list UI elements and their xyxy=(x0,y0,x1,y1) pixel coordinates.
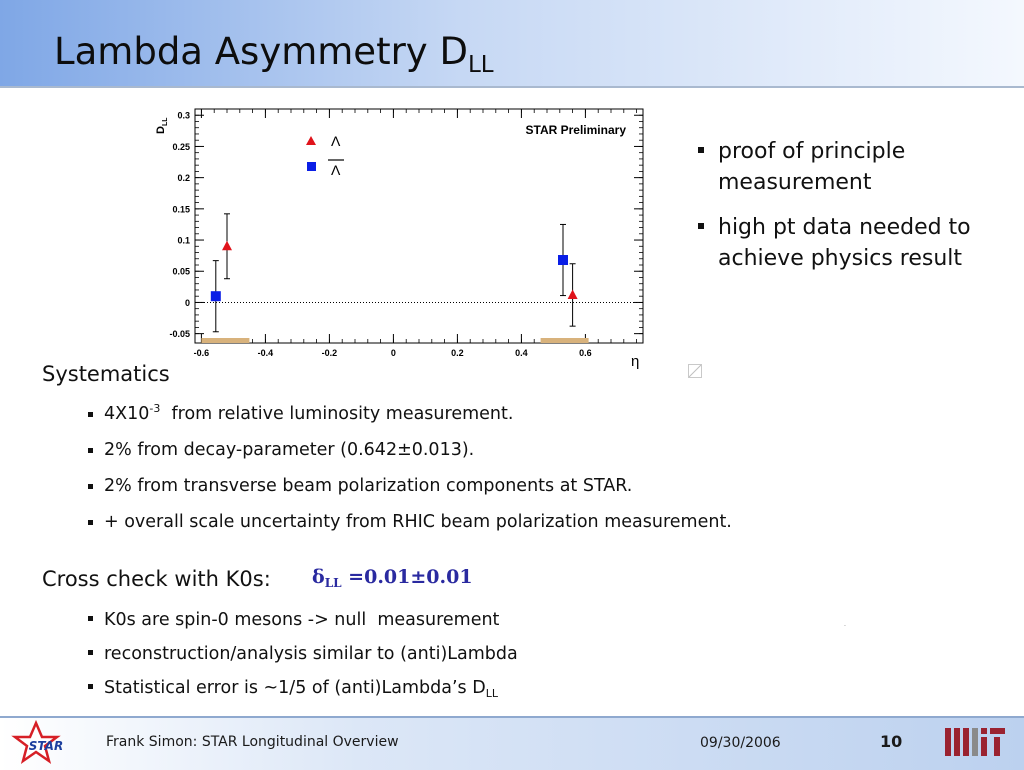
cross-check-item: Statistical error is ~1/5 of (anti)Lambda’s $D_{LL}$ xyxy=(88,676,518,710)
x-tick-label: -0.2 xyxy=(321,348,338,358)
key-point: proof of principle measurement xyxy=(698,136,988,198)
cross-check-result: $\delta_{LL} =0.01\pm 0.01$ xyxy=(312,566,473,590)
cross-check-heading: Cross check with K0s: xyxy=(42,567,271,591)
bullet-square-icon xyxy=(88,650,93,655)
footer-author: Frank Simon: STAR Longitudinal Overview xyxy=(106,734,399,750)
y-tick-label: 0.05 xyxy=(172,266,190,277)
x-tick-label: 0.4 xyxy=(515,348,528,358)
image-placeholder-icon xyxy=(688,364,702,378)
bullet-square-icon xyxy=(88,616,93,621)
x-tick-label: -0.6 xyxy=(193,348,210,358)
bullet-square-icon xyxy=(88,484,93,489)
cross-check-item: reconstruction/analysis similar to (anti)Lambda xyxy=(88,642,518,676)
y-tick-label: 0.2 xyxy=(177,173,190,184)
systematics-item: 2% from transverse beam polarization components at STAR. xyxy=(88,474,732,510)
systematic-band xyxy=(201,338,249,343)
bullet-square-icon xyxy=(698,223,704,229)
slide-title: Lambda Asymmetry $D_{LL}$ xyxy=(54,30,494,78)
y-tick-label: 0.3 xyxy=(177,110,190,121)
systematic-band xyxy=(541,338,589,343)
bullet-square-icon xyxy=(698,147,704,153)
x-tick-label: -0.4 xyxy=(257,348,274,358)
star-logo xyxy=(12,722,74,766)
y-axis-label: $D_{LL}$ xyxy=(155,117,169,134)
star-preliminary-label: STAR Preliminary xyxy=(525,123,626,137)
y-tick-label: 0.25 xyxy=(172,141,190,152)
antilambda-data-point xyxy=(558,255,568,265)
dll-vs-eta-plot xyxy=(150,100,650,370)
x-axis-label: η xyxy=(631,353,640,370)
systematics-list xyxy=(88,402,732,546)
y-tick-label: 0 xyxy=(184,297,190,308)
title-divider xyxy=(0,86,1024,88)
key-point: high pt data needed to achieve physics result xyxy=(698,212,988,274)
footer-date: 09/30/2006 xyxy=(700,735,781,751)
mit-logo-text: MIT xyxy=(844,626,846,627)
x-tick-label: 0.6 xyxy=(579,348,592,358)
bullet-square-icon xyxy=(88,412,93,417)
y-tick-label: 0.1 xyxy=(177,235,190,246)
y-tick-label: 0.15 xyxy=(172,204,190,215)
cross-check-list xyxy=(88,608,518,710)
bullet-square-icon xyxy=(88,448,93,453)
legend-lambda-label: Λ xyxy=(331,133,341,149)
y-tick-label: -0.05 xyxy=(169,329,190,340)
cross-check-item: K0s are spin-0 mesons -> null measurement xyxy=(88,608,518,642)
systematics-item: + overall scale uncertainty from RHIC beam polarization measurement. xyxy=(88,510,732,546)
star-logo-text: STAR xyxy=(28,739,64,753)
x-tick-label: 0 xyxy=(390,348,396,358)
slide-number: 10 xyxy=(880,732,903,751)
bullet-square-icon xyxy=(88,520,93,525)
bullet-square-icon xyxy=(88,684,93,689)
legend-antilambda-marker xyxy=(307,162,316,171)
systematics-item: 2% from decay-parameter (0.642±0.013). xyxy=(88,438,732,474)
antilambda-data-point xyxy=(211,291,221,301)
key-points-list xyxy=(698,136,988,288)
systematics-heading: Systematics xyxy=(42,362,170,386)
plot-frame xyxy=(195,109,643,343)
x-tick-label: 0.2 xyxy=(451,348,464,358)
systematics-item: $4X10^{-3}$ from relative luminosity measurement. xyxy=(88,402,732,438)
legend-antilambda-label: Λ xyxy=(331,162,341,178)
